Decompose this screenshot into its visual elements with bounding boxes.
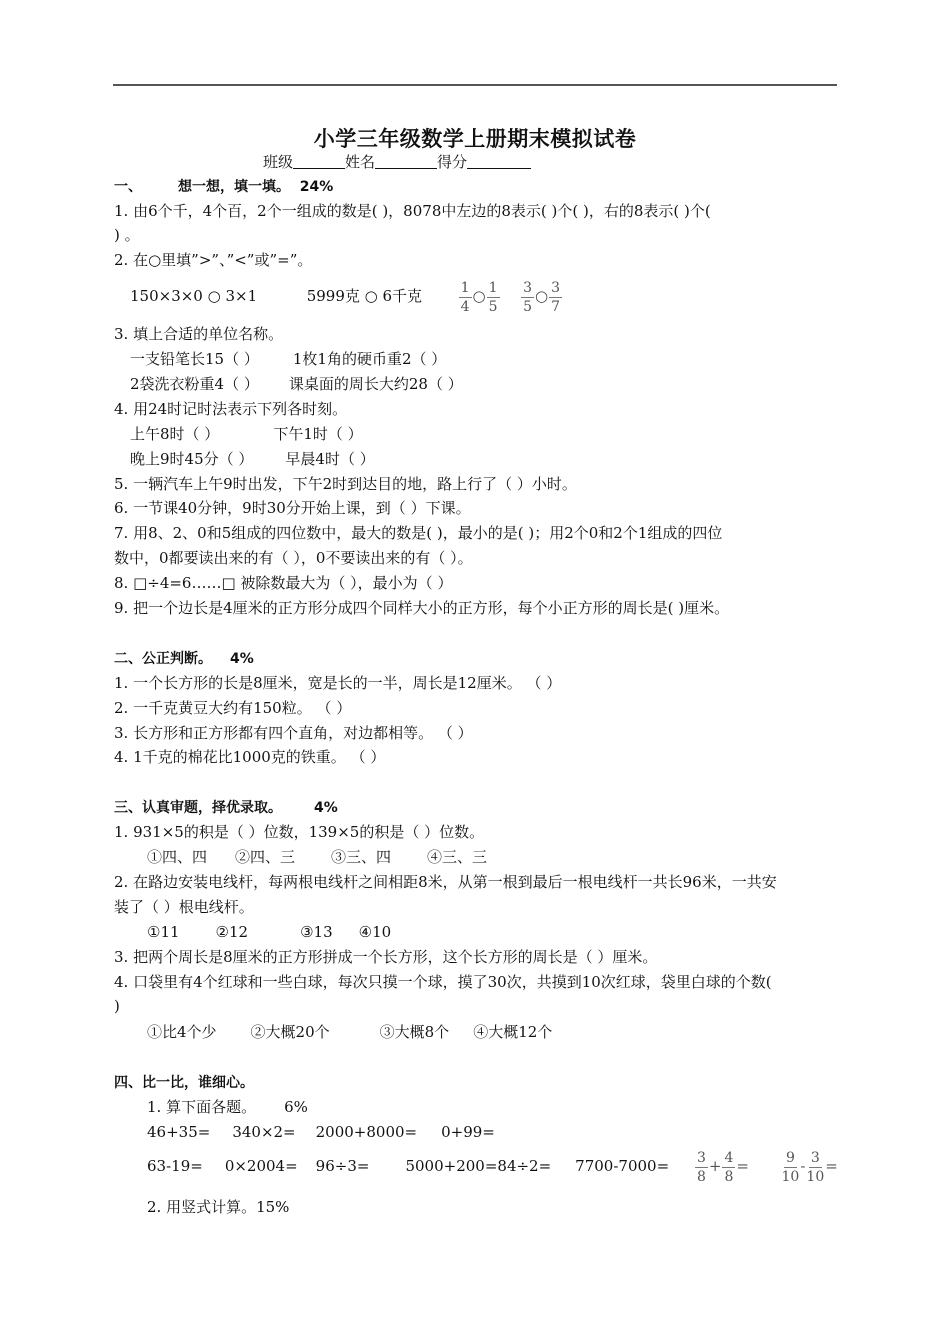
s1-q1-line2: ) 。 [114,226,140,244]
class-field[interactable] [293,152,345,169]
s3-q1: 1. 931×5的积是（ ）位数，139×5的积是（ ）位数。 [114,823,485,841]
s2-item: 4. 1千克的棉花比1000克的铁重。 （ ） [114,748,386,766]
fraction: $\frac{3}{10}$ [806,1149,825,1185]
calc-item: 340×2= [232,1123,296,1141]
q3-item: 2袋洗衣粉重4（ ） [130,375,259,393]
compare-circle[interactable]: ○ [472,287,486,305]
s1-q8: 8. □÷4=6……□ 被除数最大为（ ），最小为（ ） [114,574,453,592]
calc-item: 0+99= [441,1123,495,1141]
section2-percent: 4% [230,651,254,667]
option[interactable]: ①11 [147,923,180,941]
s1-q3-row2 [130,374,463,394]
section1-heading [114,177,333,197]
calc-item: 7700-7000= [575,1157,670,1175]
s1-q3-row1 [130,349,446,369]
fraction: $\frac{1}{5}$ [488,279,498,315]
s3-q4-options [147,1022,552,1042]
q3-item: 一支铅笔长15（ ） [130,350,259,368]
q4-item: 下午1时（ ） [273,425,363,443]
option[interactable]: ①比4个少 [147,1023,217,1041]
fraction: $\frac{3}{8}$ [696,1149,706,1185]
fraction: $\frac{9}{10}$ [781,1149,800,1185]
s1-q5: 5. 一辆汽车上午9时出发，下午2时到达目的地，路上行了（ ）小时。 [114,475,577,493]
calc-item: 96÷3= [315,1157,370,1175]
q3-item: 课桌面的周长大约28（ ） [288,375,463,393]
s3-q4-line2: ) [114,997,120,1015]
q4-item: 早晨4时（ ） [285,450,375,468]
option[interactable]: ③三、四 [331,848,392,866]
s2-item: 3. 长方形和正方形都有四个直角，对边都相等。 （ ） [114,724,473,742]
section4-heading: 四、比一比，谁细心。 [114,1075,254,1091]
s1-q1-line1: 1. 由6个千，4个百，2个一组成的数是( )，8078中左边的8表示( )个( )，右的8表示( )个( [114,202,711,220]
option[interactable]: ①四、四 [147,848,208,866]
option[interactable]: ②大概20个 [250,1023,330,1041]
calc-item: 63-19= [147,1157,203,1175]
s4-sub2: 2. 用竖式计算。15% [147,1198,290,1216]
calc-item: 2000+8000= [315,1123,418,1141]
option[interactable]: ③13 [300,923,333,941]
compare-a: 150×3×0 ○ 3×1 [130,287,258,305]
score-label: 得分 [437,153,468,171]
name-label: 姓名 [345,153,376,171]
option[interactable]: ④三、三 [427,848,488,866]
compare-circle[interactable]: ○ [535,287,549,305]
option[interactable]: ④10 [358,923,392,941]
minus-sign: - [800,1157,806,1175]
section1-number: 一、 [114,179,142,195]
s1-q4-row1 [130,424,363,444]
s2-item: 1. 一个长方形的长是8厘米，宽是长的一半，周长是12厘米。 （ ） [114,674,562,692]
fraction: $\frac{3}{7}$ [551,279,561,315]
s2-item: 2. 一千克黄豆大约有150粒。 （ ） [114,699,352,717]
option[interactable]: ③大概8个 [379,1023,450,1041]
header-rule [113,84,837,86]
s4-row2 [147,1148,838,1186]
s1-q6: 6. 一节课40分钟，9时30分开始上课，到（ ）下课。 [114,499,471,517]
student-info-line [263,151,531,172]
section3-title: 三、认真审题，择优录取。 [114,800,282,816]
plus-sign: + [708,1157,722,1175]
s4-sub1-percent: 6% [284,1098,308,1116]
option[interactable]: ④大概12个 [473,1023,553,1041]
fraction: $\frac{1}{4}$ [460,279,470,315]
s1-q3: 3. 填上合适的单位名称。 [114,325,284,343]
option[interactable]: ②四、三 [235,848,296,866]
s4-sub1-label: 1. 算下面各题。 [147,1098,257,1116]
s1-q4-row2 [130,449,375,469]
q4-item: 晚上9时45分（ ） [130,450,254,468]
section3-heading [114,798,338,818]
s1-q4: 4. 用24时记时法表示下列各时刻。 [114,400,348,418]
calc-item: 5000+200=84÷2= [405,1157,552,1175]
s1-q7-line1: 7. 用8、2、0和5组成的四位数中，最大的数是( )，最小的是( )；用2个0和2个1组成的四位 [114,524,723,542]
section2-heading [114,649,254,669]
s1-q7-line2: 数中，0都要读出来的有（ ），0不要读出来的有（ ）。 [114,549,473,567]
s3-q2-options [147,922,391,942]
score-field[interactable] [467,152,531,169]
s3-q2-line2: 装了（ ）根电线杆。 [114,898,254,916]
s1-q2-items [130,278,563,316]
name-field[interactable] [375,152,437,169]
section1-percent: 24% [299,179,334,195]
class-label: 班级 [263,153,294,171]
calc-item: 46+35= [147,1123,211,1141]
s1-q9: 9. 把一个边长是4厘米的正方形分成四个同样大小的正方形，每个小正方形的周长是( )厘米。 [114,599,730,617]
section1-title: 想一想，填一填。 [178,179,290,195]
s1-q2: 2. 在○里填”>”、”<”或”=”。 [114,251,313,269]
q3-item: 1枚1角的硬币重2（ ） [292,350,447,368]
s3-q4-line1: 4. 口袋里有4个红球和一些白球，每次只摸一个球，摸了30次，共摸到10次红球，袋里白球的个数( [114,973,772,991]
s4-row1 [147,1122,495,1142]
s3-q1-options [147,847,487,867]
section3-percent: 4% [314,800,338,816]
s3-q2-line1: 2. 在路边安装电线杆，每两根电线杆之间相距8米，从第一根到最后一根电线杆一共长96米，一共安 [114,873,777,891]
equals-sign: = [825,1157,838,1175]
fraction: $\frac{3}{5}$ [523,279,533,315]
s3-q3: 3. 把两个周长是8厘米的正方形拼成一个长方形，这个长方形的周长是（ ）厘米。 [114,948,658,966]
q4-item: 上午8时（ ） [130,425,220,443]
page-title: 小学三年级数学上册期末模拟试卷 [313,127,637,151]
compare-b: 5999克 ○ 6千克 [306,287,423,305]
option[interactable]: ②12 [215,923,249,941]
equals-sign: = [736,1157,749,1175]
section2-title: 二、公正判断。 [114,651,212,667]
s4-sub1 [147,1097,308,1117]
calc-item: 0×2004= [224,1157,298,1175]
fraction: $\frac{4}{8}$ [724,1149,734,1185]
